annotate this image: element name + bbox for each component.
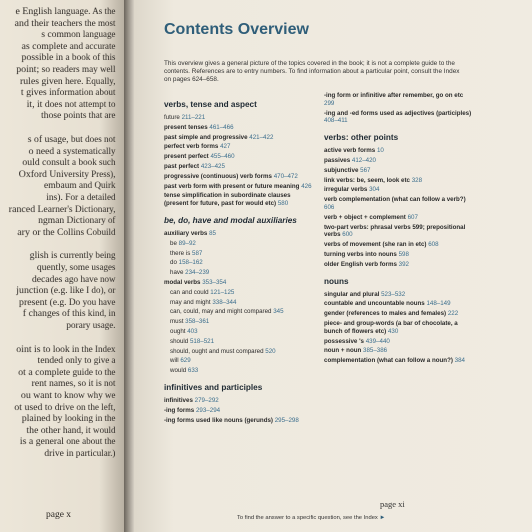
contents-entry	[324, 92, 474, 108]
entry-topic: future	[164, 114, 180, 121]
entry-pages: 606	[324, 203, 335, 211]
entry-topic: subjunctive	[324, 166, 359, 174]
entry-topic: active verb forms	[324, 147, 376, 155]
section-heading: verbs: other points	[324, 133, 399, 143]
contents-section	[164, 216, 314, 375]
left-page-line: ot a complete guide to the	[18, 366, 116, 378]
entry-pages: 629	[180, 357, 191, 365]
entry-topic: older English verb forms	[324, 260, 397, 268]
entry-topic: singular and plural	[324, 290, 380, 298]
page-title: Contents Overview	[164, 21, 309, 38]
entry-topic: auxiliary verbs	[164, 229, 208, 237]
contents-entry	[324, 177, 474, 185]
entry-topic: be	[170, 239, 177, 247]
contents-entry	[164, 250, 314, 258]
intro-paragraph: This overview gives a general picture of the topics covered in the book; it is not a complete guide to the contents. References are to entry numbers. To find information about a particular point, consult the Index on pages 624–658.	[164, 60, 460, 84]
entry-topic: countable and uncountable nouns	[324, 300, 425, 308]
section-heading: nouns	[324, 276, 349, 286]
contents-entry	[324, 310, 474, 318]
entry-pages: 567	[360, 166, 371, 174]
entry-pages: 10	[376, 147, 384, 155]
contents-entry	[164, 417, 314, 425]
contents-entry	[324, 357, 474, 365]
contents-entry	[324, 291, 474, 299]
entry-pages: 148–149	[426, 300, 451, 308]
entry-pages: 293–294	[195, 406, 221, 414]
contents-entry	[164, 328, 314, 336]
entry-topic: past verb form with present or future meaning	[164, 182, 300, 190]
entry-pages: 353–354	[202, 278, 227, 286]
entry-topic: link verbs: be, seem, look etc	[324, 176, 410, 184]
left-page-number: page x	[46, 510, 72, 520]
contents-section	[164, 383, 314, 424]
contents-entry	[164, 163, 314, 171]
left-page-line: junction (e.g. like I do), or	[16, 285, 116, 297]
entry-topic: would	[170, 367, 187, 375]
entry-pages: 385–386	[363, 347, 388, 355]
entry-topic: tense simplification in subordinate clauses (present for future, past for would etc)	[164, 192, 291, 208]
entry-topic: must	[170, 318, 184, 326]
entry-topic: may and might	[170, 298, 211, 306]
left-page-line: point; so readers may well	[16, 63, 116, 76]
entry-topic: -ing form or infinitive after remember, go on etc	[324, 92, 464, 99]
entry-topic: verbs of movement (she ran in etc)	[324, 241, 427, 249]
entry-pages: 461–466	[209, 123, 234, 131]
left-page	[0, 0, 124, 532]
left-page-line: is a general one about the	[19, 436, 116, 448]
left-page-line: ins). For a detailed	[46, 191, 116, 204]
contents-entry	[324, 214, 474, 222]
entry-topic: do	[170, 259, 177, 267]
left-page-line: it, it does not attempt to	[26, 98, 116, 110]
section-heading: be, do, have and modal auxiliaries	[164, 215, 297, 225]
contents-entry	[324, 157, 474, 165]
contents-entry	[164, 289, 314, 297]
entry-topic: -ing forms used like nouns (gerunds)	[164, 416, 273, 424]
entry-topic: modal verbs	[164, 278, 201, 286]
contents-entry	[164, 279, 314, 287]
entry-pages: 430	[387, 327, 399, 335]
entry-pages: 279–292	[194, 396, 219, 404]
entry-pages: 587	[192, 249, 203, 257]
left-page-line: quently, some usages	[36, 261, 116, 274]
entry-topic: there is	[170, 249, 191, 257]
entry-topic: past simple and progressive	[164, 133, 248, 141]
entry-topic: verb complementation (what can follow a verb?)	[324, 196, 466, 204]
entry-pages: 304	[369, 186, 380, 194]
entry-pages: 633	[187, 367, 199, 375]
contents-entry	[164, 134, 314, 142]
contents-entry	[164, 269, 314, 277]
entry-pages: 455–460	[210, 153, 235, 161]
contents-entry	[324, 241, 474, 249]
contents-section	[164, 100, 314, 208]
contents-entry	[324, 338, 474, 346]
contents-entry	[164, 259, 314, 267]
entry-topic: progressive (continuous) verb forms	[164, 172, 272, 180]
entry-topic: noun + noun	[324, 347, 362, 355]
contents-entry	[164, 357, 314, 365]
left-page-line: ngman Dictionary of	[38, 215, 116, 227]
entry-topic: perfect verb forms	[164, 143, 219, 151]
entry-pages: 600	[342, 231, 353, 239]
entry-pages: 234–239	[185, 269, 210, 277]
contents-entry	[324, 186, 474, 194]
left-page-line: as complete and accurate	[21, 40, 116, 52]
left-page-line: and their teachers the most	[14, 17, 116, 29]
left-page-line: s of usage, but does not	[27, 133, 116, 146]
entry-pages: 345	[273, 308, 284, 316]
entry-topic: should	[170, 337, 189, 345]
contents-entry	[164, 348, 314, 356]
contents-section	[324, 277, 474, 365]
entry-pages: 89–92	[178, 239, 196, 247]
left-page-line: ranced Learner's Dictionary,	[8, 203, 116, 215]
right-page-number: page xi	[380, 499, 405, 509]
entry-topic: turning verbs into nouns	[324, 250, 397, 258]
left-page-line: decades ago have now	[31, 273, 116, 285]
left-page-line: porary usage.	[66, 320, 116, 331]
contents-entry	[164, 308, 314, 316]
entry-pages: 470–472	[273, 172, 298, 180]
entry-topic: infinitives	[164, 396, 193, 404]
entry-topic: two-part verbs: phrasal verbs 599; prepositional verbs	[324, 223, 466, 239]
left-page-line: tended only to give a	[37, 355, 116, 367]
entry-pages: 408–411	[324, 117, 348, 125]
left-page-line: those points that are	[41, 110, 116, 122]
contents-entry	[324, 196, 474, 212]
entry-pages: 523–532	[381, 290, 406, 298]
entry-topic: will	[170, 357, 179, 365]
entry-topic: gender (references to males and females)	[324, 310, 447, 318]
section-heading: infinitives and participles	[164, 382, 263, 392]
contents-section	[324, 133, 474, 268]
entry-pages: 607	[407, 213, 418, 221]
entry-topic: present tenses	[164, 123, 208, 131]
contents-entry	[164, 240, 314, 248]
entry-topic: should, ought and must compared	[170, 347, 264, 355]
left-page-line: drive in particular.)	[44, 447, 116, 460]
left-page-line: ould consult a book such	[22, 157, 116, 169]
entry-pages: 338–344	[212, 298, 237, 306]
left-page-line: s common language	[41, 29, 116, 41]
contents-entry	[324, 110, 474, 126]
left-page-line: plained by looking in the	[21, 413, 116, 425]
contents-entry	[324, 347, 474, 355]
entry-pages: 412–420	[351, 156, 376, 164]
contents-left-column	[164, 92, 314, 430]
left-page-line: present (e.g. Do you have	[19, 296, 116, 308]
left-page-line: possible in a book of this	[21, 52, 116, 64]
section-heading: verbs, tense and aspect	[164, 100, 257, 109]
contents-entry	[324, 167, 474, 175]
contents-entry	[164, 192, 314, 208]
entry-topic: -ing and -ed forms used as adjectives (participles)	[324, 109, 472, 117]
entry-pages: 423–425	[200, 162, 225, 170]
left-page-text	[0, 0, 124, 532]
left-page-line: t gives information about	[20, 87, 116, 99]
contents-entry	[164, 338, 314, 346]
contents-entry	[164, 318, 314, 326]
entry-topic: -ing forms	[164, 406, 195, 414]
left-page-line: ot used to drive on the left,	[14, 401, 116, 413]
left-page-line: ou want to know why we	[20, 389, 116, 402]
entry-topic: present perfect	[164, 153, 209, 161]
contents-entry	[164, 114, 314, 122]
entry-topic: ought	[170, 327, 186, 335]
entry-pages: 426	[301, 182, 312, 190]
entry-pages: 580	[277, 200, 289, 208]
footer-note	[237, 515, 385, 521]
entry-pages: 392	[398, 260, 409, 268]
entry-pages: 295–298	[274, 416, 299, 424]
entry-pages: 520	[265, 347, 276, 355]
contents-entry	[164, 173, 314, 181]
left-page-line: e English language. As the	[15, 5, 116, 18]
contents-entry	[324, 251, 474, 259]
left-page-line: the other hand, it would	[26, 424, 116, 436]
entry-topic: past perfect	[164, 162, 200, 170]
contents-entry	[324, 224, 474, 240]
entry-topic: piece- and group-words (a bar of chocolate, a bunch of flowers etc)	[324, 319, 458, 335]
entry-pages: 518–521	[189, 337, 215, 345]
contents-entry	[164, 143, 314, 151]
entry-pages: 222	[447, 310, 459, 318]
entry-pages: 403	[187, 327, 198, 335]
contents-entry	[164, 153, 314, 161]
contents-entry	[164, 299, 314, 307]
entry-pages: 421–422	[249, 133, 274, 141]
entry-pages: 427	[220, 143, 231, 151]
entry-pages: 598	[398, 250, 409, 258]
arrow-right-icon: ►	[379, 515, 386, 521]
left-page-line: oint is to look in the Index	[16, 343, 116, 355]
footer-text: To find the answer to a specific question, see the Index	[237, 515, 378, 521]
entry-pages: 608	[428, 241, 439, 249]
left-page-line: Oxford University Press),	[18, 168, 116, 180]
entry-topic: complementation (what can follow a noun?)	[324, 357, 453, 365]
left-page-line: rent names, so it is not	[31, 378, 116, 390]
entry-pages: 211–221	[181, 114, 206, 121]
contents-entry	[324, 300, 474, 308]
entry-topic: can and could	[170, 288, 209, 296]
left-page-line: f changes of this kind, in	[22, 308, 116, 320]
entry-pages: 299	[324, 99, 335, 107]
contents-entry	[164, 183, 314, 191]
contents-entry	[324, 320, 474, 336]
entry-topic: can, could, may and might compared	[170, 308, 272, 316]
entry-pages: 439–440	[365, 337, 390, 345]
contents-entry	[164, 124, 314, 132]
entry-pages: 121–125	[210, 288, 235, 296]
left-page-line: rules given here. Equally,	[19, 75, 116, 87]
entry-topic: verb + object + complement	[324, 213, 406, 221]
entry-pages: 158–162	[178, 259, 203, 267]
contents-entry	[164, 230, 314, 238]
left-page-line: embaum and Quirk	[44, 180, 116, 192]
book-gutter	[124, 0, 134, 532]
entry-topic: irregular verbs	[324, 186, 368, 194]
entry-topic: possessive 's	[324, 337, 364, 345]
entry-pages: 328	[411, 176, 423, 184]
contents-entry	[324, 261, 474, 269]
contents-right-column	[324, 92, 474, 371]
entry-topic: passives	[324, 156, 351, 164]
contents-entry	[324, 147, 474, 155]
contents-entry	[164, 397, 314, 405]
right-page	[134, 0, 532, 532]
entry-pages: 358–361	[185, 318, 210, 326]
entry-pages: 85	[209, 229, 216, 237]
left-page-line: glish is currently being	[29, 250, 116, 262]
left-page-line: ary or the Collins Cobuild	[17, 226, 116, 238]
left-page-line: o need a systematically	[28, 145, 116, 157]
entry-pages: 384	[454, 357, 465, 365]
entry-topic: have	[170, 269, 184, 277]
contents-entry	[164, 367, 314, 375]
contents-entry	[164, 407, 314, 415]
